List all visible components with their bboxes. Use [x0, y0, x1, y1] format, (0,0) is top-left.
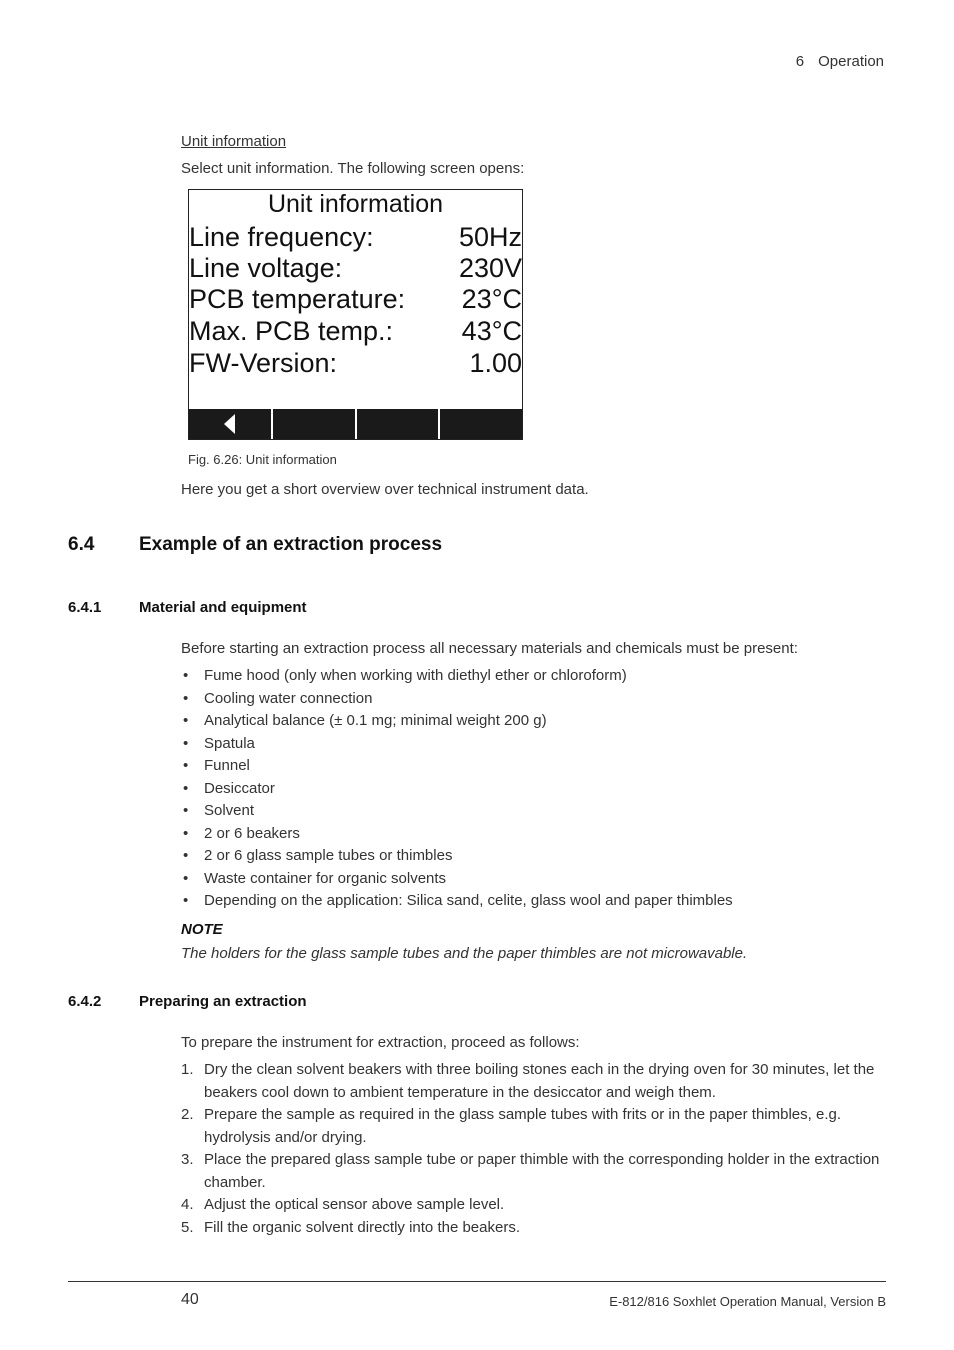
unit-information-heading: Unit information — [181, 133, 287, 150]
step-text: Fill the organic solvent directly into the beakers. — [204, 1218, 520, 1236]
subsection-title: Material and equipment — [139, 599, 307, 616]
unit-information-intro: Select unit information. The following screen opens: — [181, 160, 525, 177]
page-number: 40 — [181, 1291, 199, 1308]
step-number: 2. — [181, 1106, 194, 1123]
chapter-title: Operation — [818, 53, 884, 70]
preparation-intro: To prepare the instrument for extraction, proceed as follows: — [181, 1034, 580, 1051]
row-label: Line frequency: — [189, 222, 374, 252]
list-item: • 2 or 6 glass sample tubes or thimbles — [181, 845, 733, 868]
list-item — [181, 1059, 881, 1104]
step-number: 3. — [181, 1151, 194, 1168]
materials-list — [181, 665, 733, 913]
list-item — [181, 1217, 881, 1240]
screen-title: Unit information — [267, 190, 444, 218]
row-value: 23°C — [461, 284, 522, 314]
materials-intro: Before starting an extraction process all necessary materials and chemicals must be present: — [181, 640, 798, 657]
row-label: Line voltage: — [189, 253, 343, 283]
list-item: • Waste container for organic solvents — [181, 868, 733, 891]
figure-caption: Fig. 6.26: Unit information — [188, 452, 337, 467]
softkey-2[interactable] — [273, 409, 357, 439]
note-text: The holders for the glass sample tubes and the paper thimbles are not microwavable. — [181, 945, 748, 962]
softkey-4[interactable] — [440, 409, 522, 439]
manual-title: E-812/816 Soxhlet Operation Manual, Version B — [609, 1294, 886, 1309]
list-item: • Solvent — [181, 800, 733, 823]
list-item: • Analytical balance (± 0.1 mg; minimal weight 200 g) — [181, 710, 733, 733]
softkey-3[interactable] — [357, 409, 441, 439]
row-label: FW-Version: — [189, 348, 338, 378]
step-number: 1. — [181, 1061, 194, 1078]
row-value: 43°C — [461, 316, 522, 346]
step-number: 4. — [181, 1196, 194, 1213]
note-title: NOTE — [181, 921, 223, 938]
list-item — [181, 1194, 881, 1217]
row-label: Max. PCB temp.: — [189, 316, 394, 346]
screen-row — [189, 347, 522, 379]
subsection-number: 6.4.1 — [68, 599, 102, 616]
section-number: 6.4 — [68, 534, 95, 555]
list-item: • Fume hood (only when working with diethyl ether or chloroform) — [181, 665, 733, 688]
screen-row — [189, 315, 522, 347]
overview-text: Here you get a short overview over technical instrument data. — [181, 481, 589, 498]
list-item — [181, 1149, 881, 1194]
step-text: Prepare the sample as required in the glass sample tubes with frits or in the paper thimbles, e.g. hydrolysis and/or drying. — [204, 1106, 841, 1146]
list-item — [181, 1104, 881, 1149]
softkey-bar — [189, 409, 522, 439]
list-item: • Funnel — [181, 755, 733, 778]
subsection-number: 6.4.2 — [68, 993, 102, 1010]
step-number: 5. — [181, 1218, 194, 1236]
section-title: Example of an extraction process — [139, 534, 443, 555]
running-head — [796, 53, 884, 70]
back-arrow-icon — [224, 414, 235, 434]
device-screen — [188, 189, 523, 440]
subsection-title: Preparing an extraction — [139, 993, 307, 1010]
step-text: Place the prepared glass sample tube or paper thimble with the corresponding holder in the extraction chamber. — [204, 1151, 880, 1191]
list-item: • Cooling water connection — [181, 688, 733, 711]
row-value: 50Hz — [458, 222, 522, 252]
chapter-number: 6 — [795, 53, 805, 70]
list-item: • Depending on the application: Silica sand, celite, glass wool and paper thimbles — [181, 890, 733, 913]
screen-row — [189, 283, 522, 315]
step-text: Adjust the optical sensor above sample level. — [204, 1196, 505, 1213]
screen-row — [189, 252, 522, 284]
list-item: • 2 or 6 beakers — [181, 823, 733, 846]
footer-divider — [68, 1281, 886, 1282]
step-text: Dry the clean solvent beakers with three boiling stones each in the drying oven for 30 minutes, let the beakers cool down to ambient temperature in the desiccator and weigh them. — [204, 1061, 875, 1101]
row-value: 230V — [458, 253, 522, 283]
screen-row — [189, 221, 522, 253]
preparation-steps — [181, 1059, 881, 1239]
list-item: • Spatula — [181, 733, 733, 756]
row-value: 1.00 — [469, 348, 522, 378]
row-label: PCB temperature: — [189, 284, 406, 314]
list-item: • Desiccator — [181, 778, 733, 801]
softkey-back[interactable] — [189, 409, 273, 439]
